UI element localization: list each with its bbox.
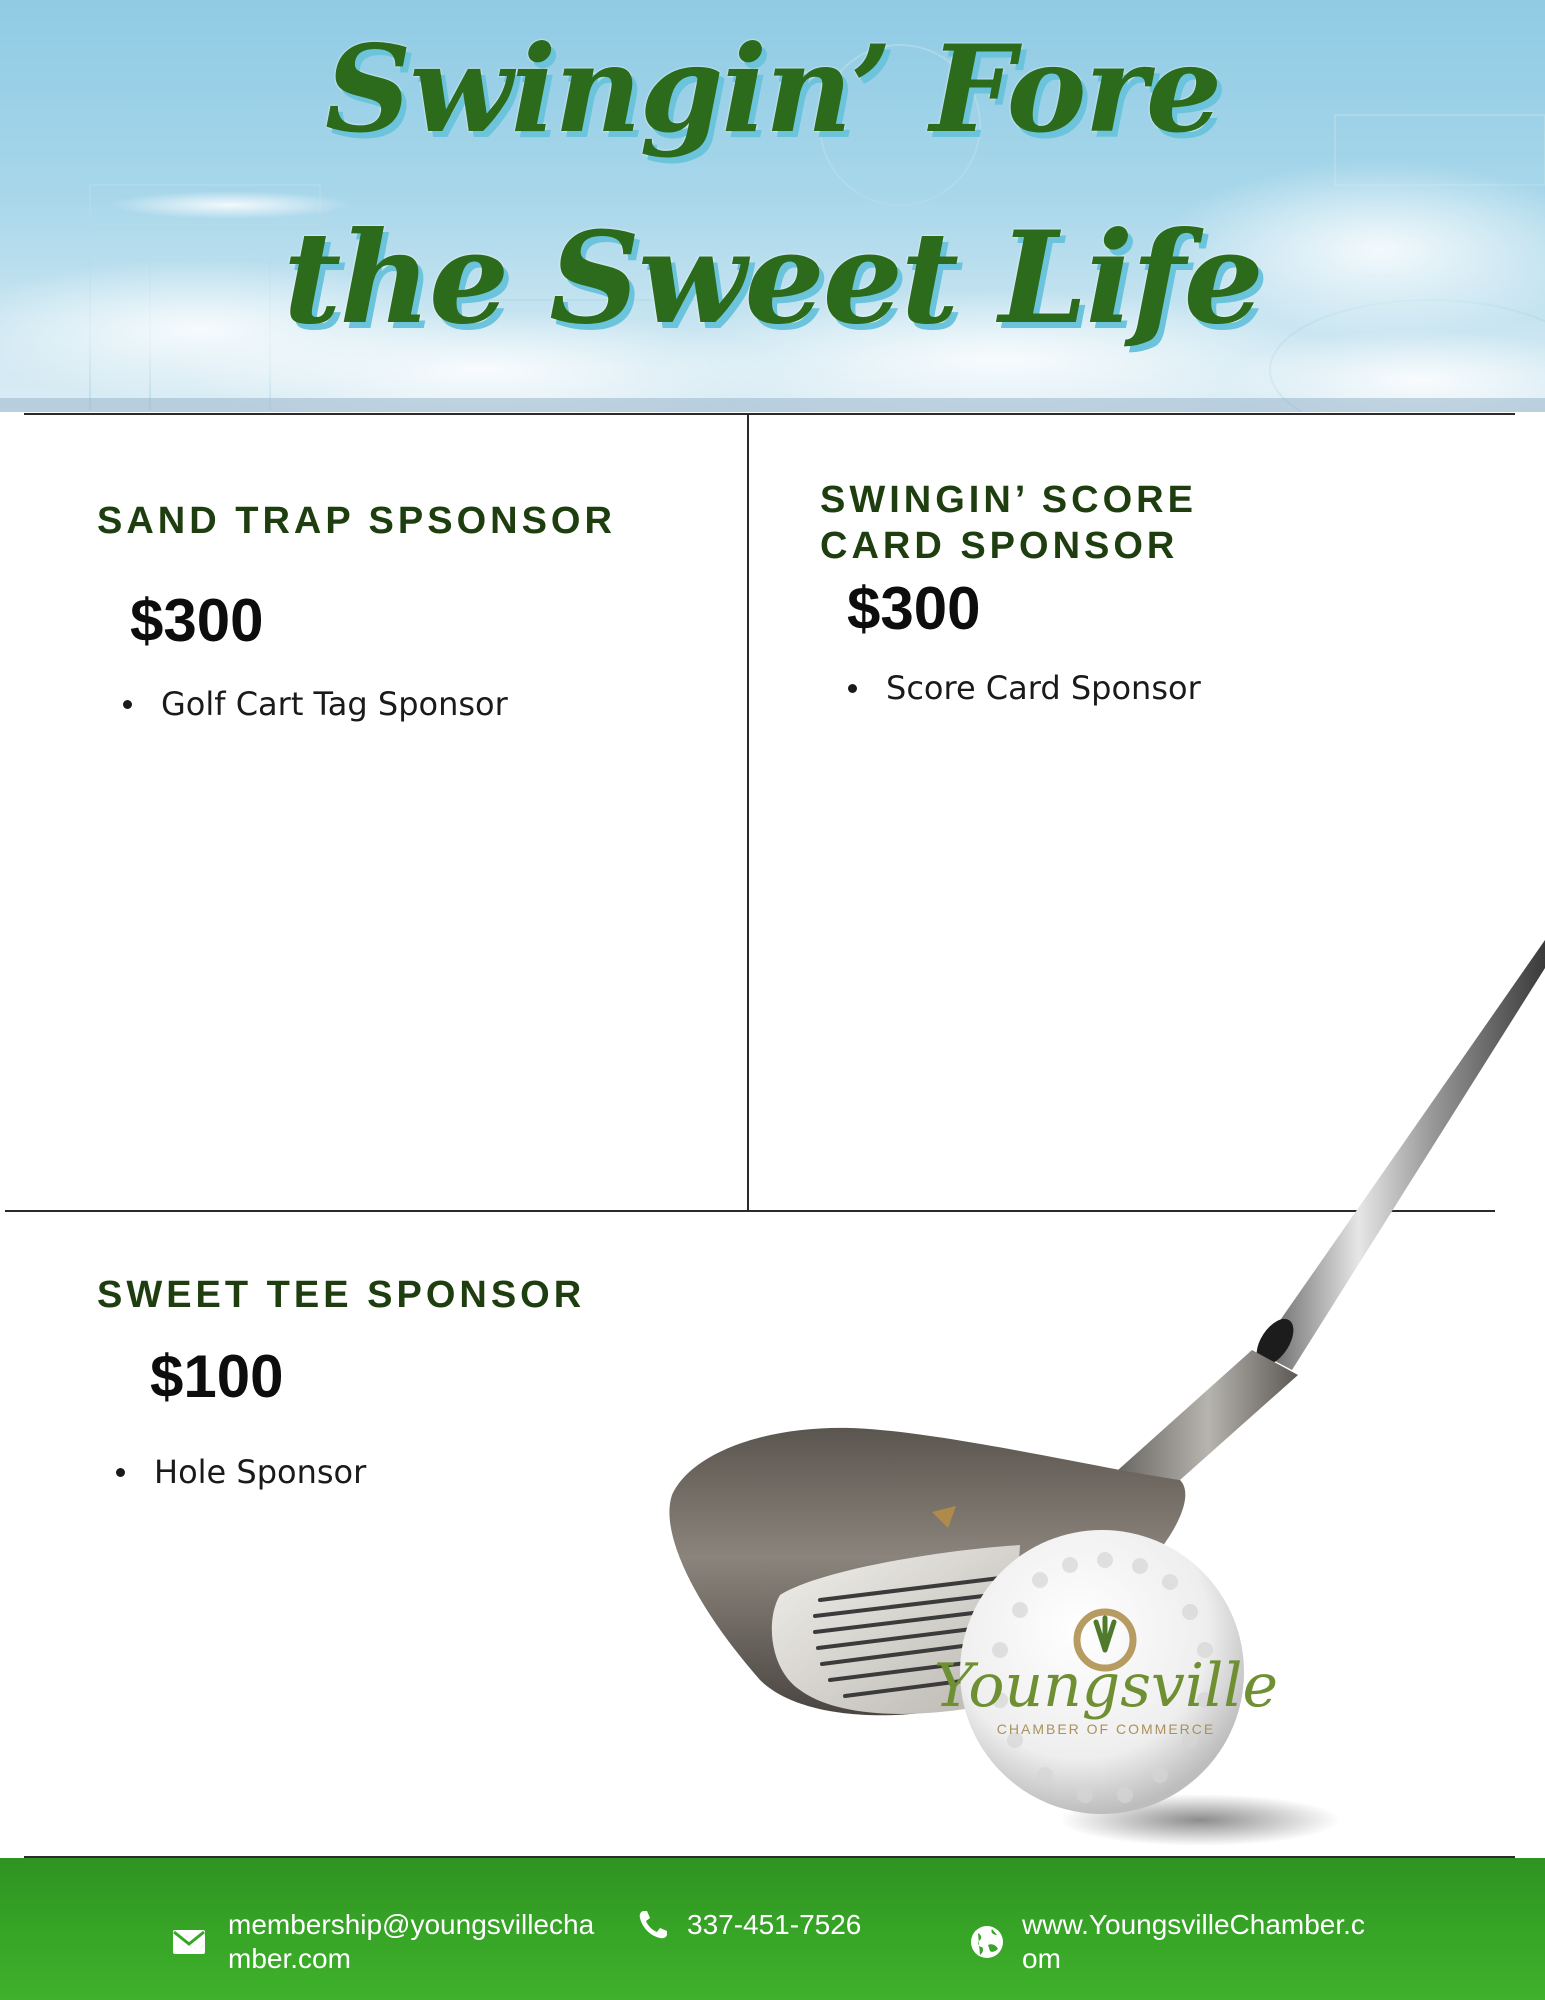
- globe-icon: [970, 1925, 1004, 1959]
- bullet-icon: [848, 684, 857, 693]
- sponsor-benefits: [110, 1452, 366, 1492]
- bullet-icon: [116, 1468, 125, 1477]
- list-item: Golf Cart Tag Sponsor: [117, 684, 508, 724]
- event-title-line-2: the Sweet Life: [283, 204, 1262, 352]
- footer-contact-bar: [0, 1858, 1545, 2000]
- svg-text:Youngsville: Youngsville: [934, 1651, 1278, 1721]
- phone-icon: [637, 1909, 669, 1941]
- sponsor-title: SAND TRAP SPSONSOR: [97, 500, 616, 542]
- event-title-line-1: Swingin’ Fore: [324, 19, 1221, 160]
- list-item: Hole Sponsor: [110, 1452, 366, 1492]
- divider-top: [24, 413, 1515, 415]
- envelope-icon: [172, 1929, 206, 1955]
- footer-website[interactable]: [970, 1908, 1392, 1976]
- header-banner: [0, 0, 1545, 412]
- sponsor-title: SWEET TEE SPONSOR: [97, 1274, 586, 1316]
- footer-phone[interactable]: [637, 1908, 861, 1942]
- sponsor-benefits: [842, 668, 1201, 708]
- footer-email[interactable]: [172, 1908, 608, 1976]
- email-link[interactable]: membership@youngsvillecha mber.com: [228, 1909, 595, 1974]
- svg-text:CHAMBER OF COMMERCE: CHAMBER OF COMMERCE: [996, 1721, 1216, 1737]
- list-item: Score Card Sponsor: [842, 668, 1201, 708]
- website-link[interactable]: www.YoungsvilleChamber.c om: [1022, 1909, 1365, 1974]
- phone-number[interactable]: 337-451-7526: [687, 1909, 862, 1940]
- sponsor-benefits: [117, 684, 508, 724]
- sponsor-price: $300: [130, 587, 264, 654]
- bullet-icon: [123, 700, 132, 709]
- sponsor-price: $300: [847, 575, 981, 642]
- golf-club-illustration: [650, 920, 1545, 1860]
- sponsor-title: SWINGIN’ SCORE CARD SPONSOR: [820, 479, 1197, 567]
- sponsor-price: $100: [150, 1343, 284, 1410]
